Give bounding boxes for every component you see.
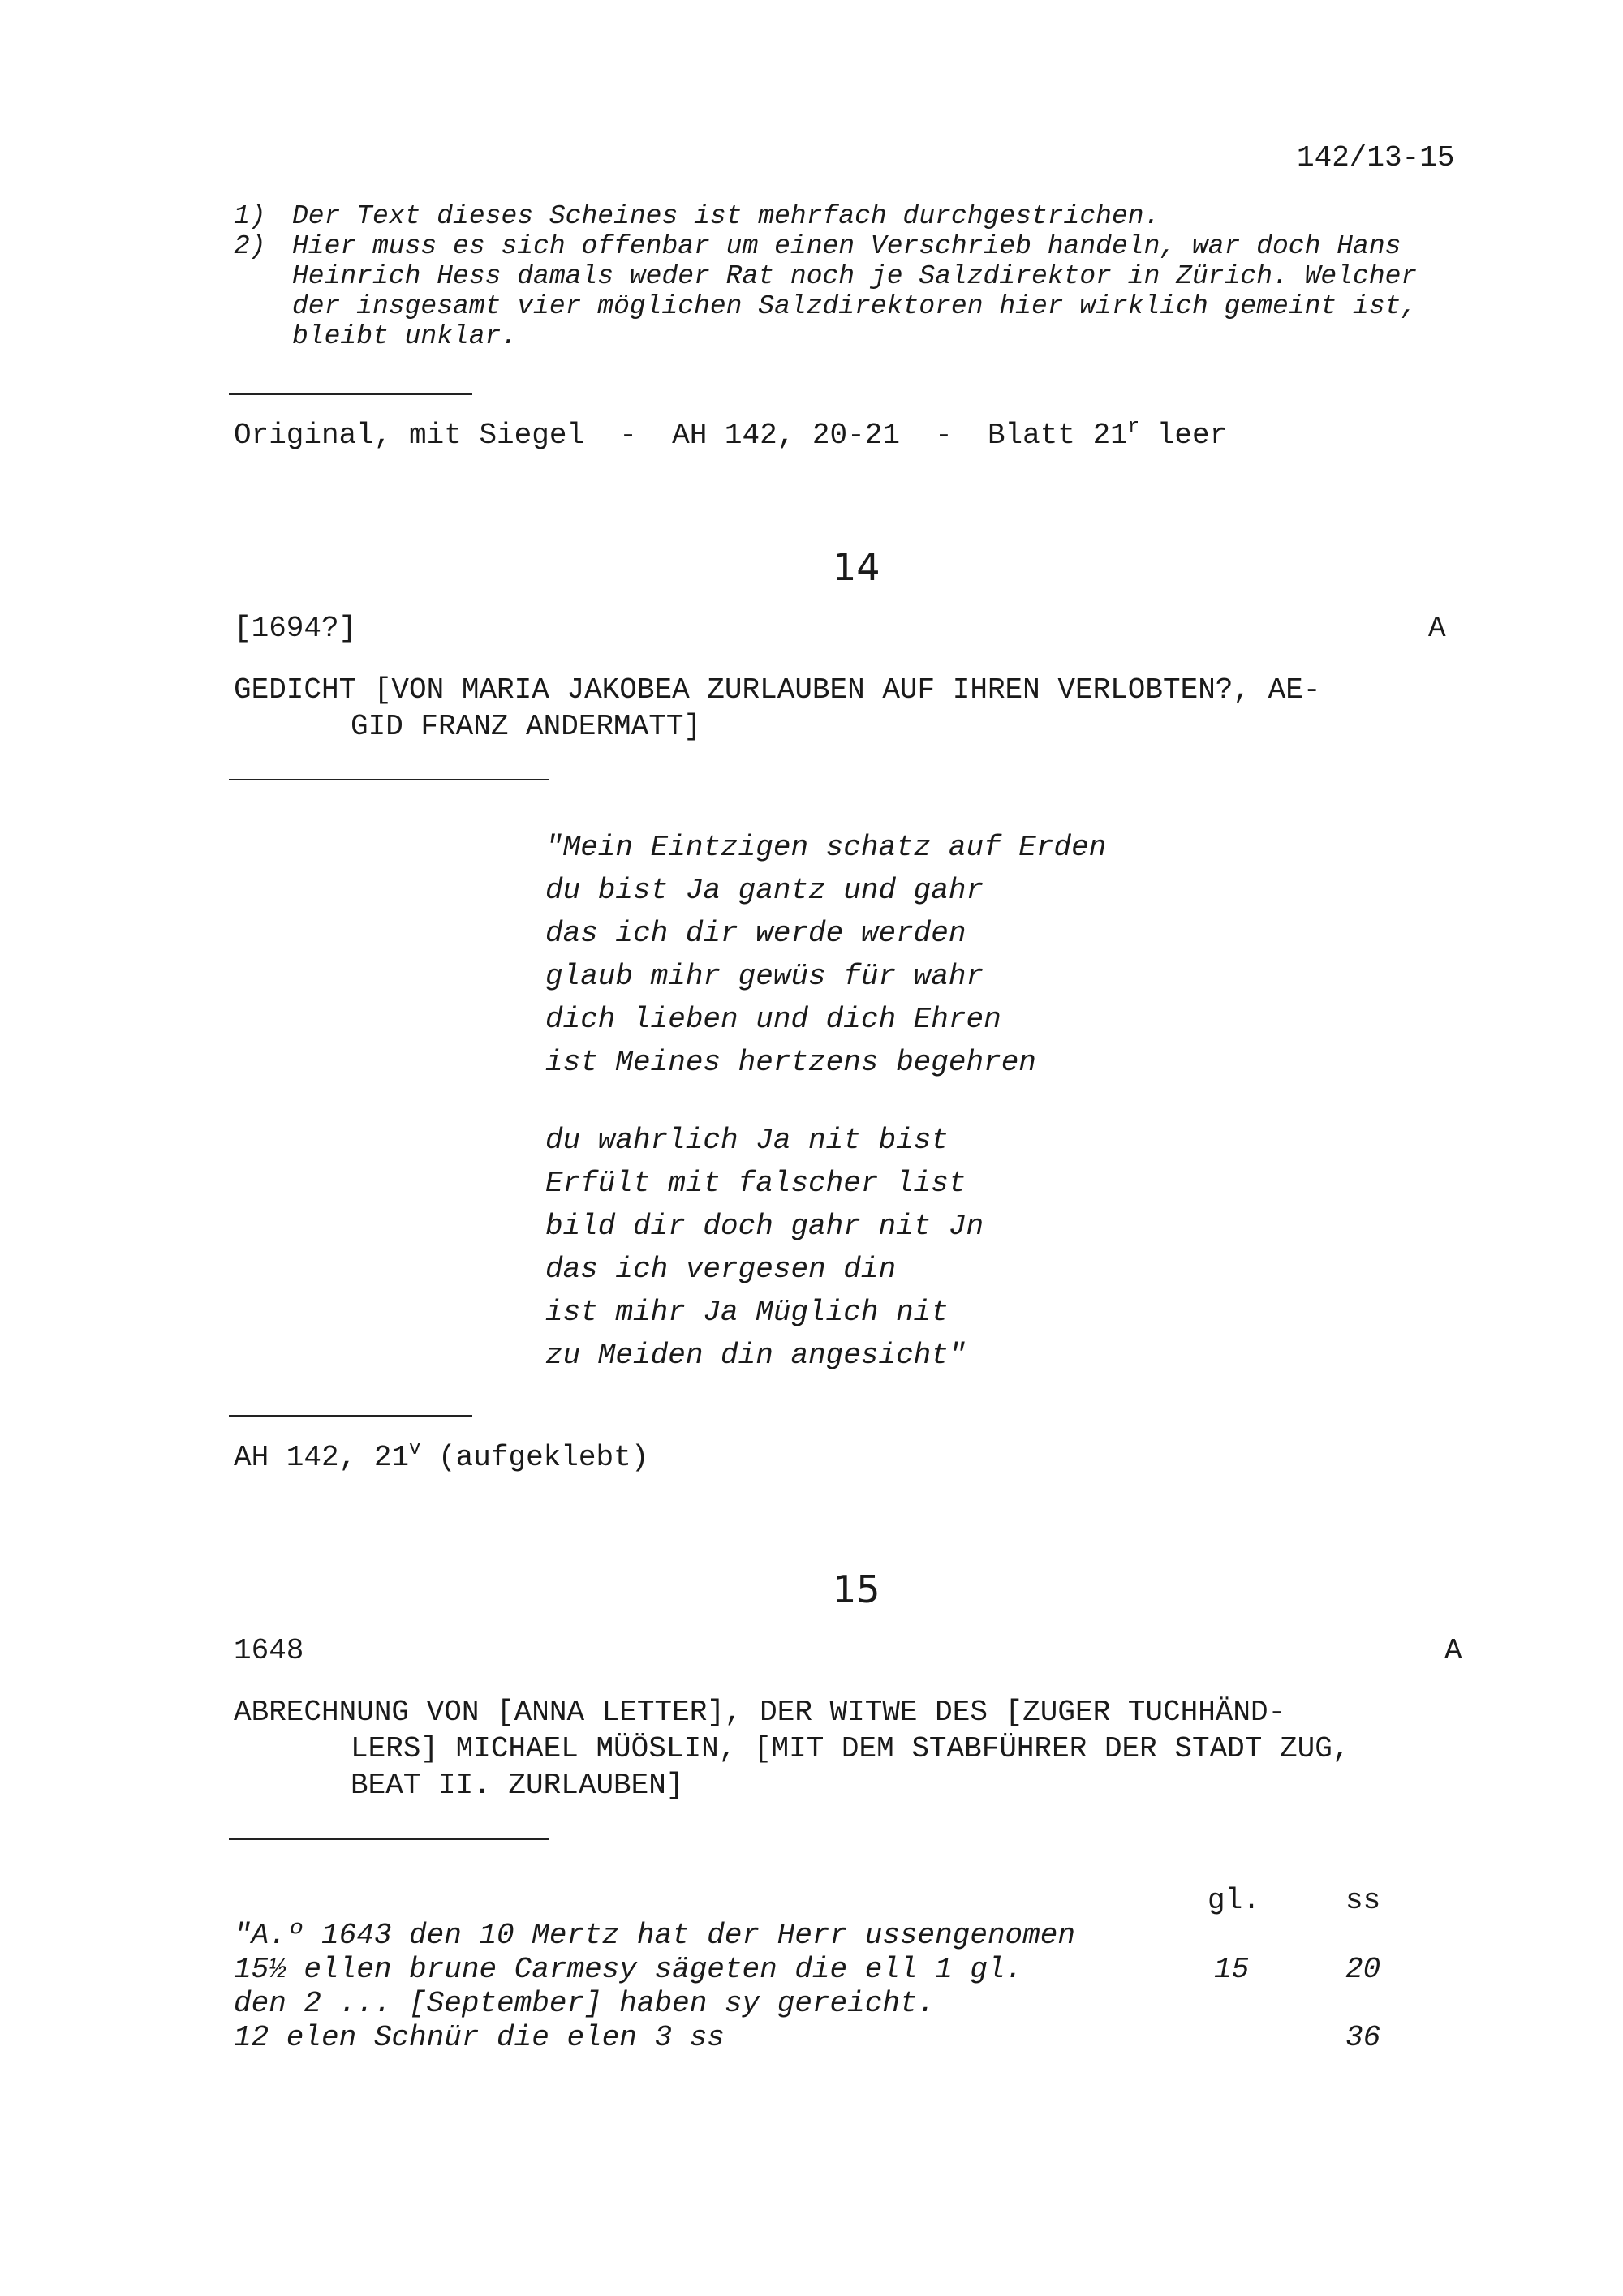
document-title-line: LERS] MICHAEL MÜÖSLIN, [MIT DEM STABFÜHRER DER STADT ZUG, xyxy=(351,1732,1350,1765)
document-title-line: GEDICHT [VON MARIA JAKOBEA ZURLAUBEN AUF IHREN VERLOBTEN?, AE- xyxy=(234,673,1321,707)
source-tail: (aufgeklebt) xyxy=(420,1441,649,1474)
document-title-line: ABRECHNUNG VON [ANNA LETTER], DER WITWE DES [ZUGER TUCHHÄND- xyxy=(234,1696,1286,1729)
account-row-ss: 20 xyxy=(1345,1953,1381,1986)
footnote-line: Heinrich Hess damals weder Rat noch je Salzdirektor in Zürich. Welcher xyxy=(292,261,1418,291)
footnote-number: 2) xyxy=(234,231,266,261)
footnote-line: Der Text dieses Scheines ist mehrfach durchgestrichen. xyxy=(292,201,1160,231)
document-date: 1648 xyxy=(234,1634,304,1667)
account-row-text: 15½ ellen brune Carmesy sägeten die ell 1 gl. xyxy=(234,1953,1023,1986)
separator-rule xyxy=(229,1838,549,1840)
document-title-line: BEAT II. ZURLAUBEN] xyxy=(351,1769,684,1802)
poem-line: glaub mihr gewüs für wahr xyxy=(545,960,984,993)
poem-line: Erfült mit falscher list xyxy=(545,1167,966,1200)
column-header-gl: gl. xyxy=(1208,1884,1260,1917)
source-text: AH 142, 21 xyxy=(234,1441,410,1474)
document-number: 14 xyxy=(833,545,880,589)
document-source xyxy=(234,1438,649,1474)
document-title-line: GID FRANZ ANDERMATT] xyxy=(351,710,702,743)
source-sup: r xyxy=(1127,416,1140,438)
poem-line: zu Meiden din angesicht" xyxy=(545,1339,966,1372)
source-text: Original, mit Siegel - AH 142, 20-21 - Blatt 21 xyxy=(234,419,1128,452)
poem-line: das ich dir werde werden xyxy=(545,917,966,950)
account-row-text: "A.º 1643 den 10 Mertz hat der Herr ussengenomen xyxy=(234,1919,1075,1952)
poem-stanza-1 xyxy=(545,826,1106,1084)
poem-line: bild dir doch gahr nit Jn xyxy=(545,1210,984,1243)
account-row-text: 12 elen Schnür die elen 3 ss xyxy=(234,2021,725,2054)
column-header-ss: ss xyxy=(1345,1884,1381,1917)
footnotes xyxy=(234,201,1467,355)
separator-rule xyxy=(229,393,472,395)
poem-line: "Mein Eintzigen schatz auf Erden xyxy=(545,831,1107,864)
document-mark: A xyxy=(1428,612,1446,645)
source-line xyxy=(234,416,1228,452)
document-date: [1694?] xyxy=(234,612,357,645)
poem-line: das ich vergesen din xyxy=(545,1253,897,1286)
poem-line: du wahrlich Ja nit bist xyxy=(545,1124,949,1157)
document-number: 15 xyxy=(833,1567,880,1611)
page-reference: 142/13-15 xyxy=(1297,141,1455,174)
account-row-ss: 36 xyxy=(1345,2021,1381,2054)
footnote-number: 1) xyxy=(234,201,266,231)
poem-line: dich lieben und dich Ehren xyxy=(545,1003,1001,1036)
poem-stanza-2 xyxy=(545,1119,984,1377)
footnote-line: Hier muss es sich offenbar um einen Verschrieb handeln, war doch Hans xyxy=(292,231,1401,261)
source-sup: v xyxy=(409,1438,421,1460)
separator-rule xyxy=(229,779,549,780)
poem-line: ist mihr Ja Müglich nit xyxy=(545,1296,949,1329)
document-mark: A xyxy=(1444,1634,1462,1667)
footnote-line: der insgesamt vier möglichen Salzdirektoren hier wirklich gemeint ist, xyxy=(292,291,1418,321)
source-tail: leer xyxy=(1139,419,1228,452)
separator-rule xyxy=(229,1415,472,1417)
poem-line: du bist Ja gantz und gahr xyxy=(545,874,984,907)
poem-line: ist Meines hertzens begehren xyxy=(545,1046,1036,1079)
account-row-text: den 2 ... [September] haben sy gereicht. xyxy=(234,1987,936,2020)
account-row-gl: 15 xyxy=(1214,1953,1250,1986)
footnote-line: bleibt unklar. xyxy=(292,321,518,351)
